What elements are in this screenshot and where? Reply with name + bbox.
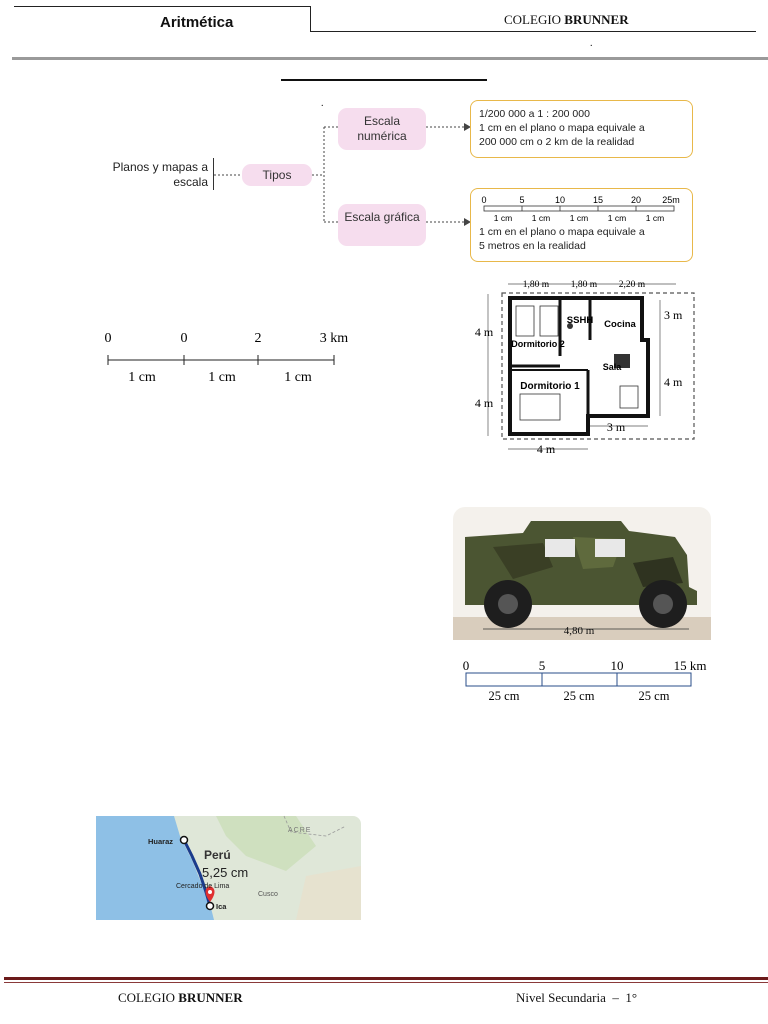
dim-top-0: 1,80 m bbox=[522, 280, 550, 290]
km-seg-2: 1 cm bbox=[284, 370, 312, 385]
header-dot: . bbox=[590, 38, 593, 49]
cm-tick-1: 5 bbox=[538, 658, 546, 673]
km-tick-0: 0 bbox=[104, 331, 112, 346]
room-cocina: Cocina bbox=[604, 319, 636, 330]
grafica-mini-scale bbox=[479, 193, 684, 225]
vehicle-length: 4,80 m bbox=[563, 625, 595, 637]
room-sshh: SSHH bbox=[566, 315, 594, 326]
mini-seg-0: 1 cm bbox=[493, 213, 513, 223]
military-vehicle-icon bbox=[453, 507, 711, 640]
footer-school bbox=[118, 990, 243, 1006]
city-huaraz: Huaraz bbox=[148, 837, 174, 846]
numerica-line-2: 1 cm en el plano o mapa equivale a bbox=[479, 122, 645, 134]
mini-seg-3: 1 cm bbox=[607, 213, 627, 223]
km-tick-1: 0 bbox=[180, 331, 188, 346]
escala-numerica-pill: Escala numérica bbox=[338, 108, 426, 150]
header-school bbox=[504, 12, 629, 28]
mini-tick-1: 5 bbox=[519, 195, 525, 205]
cm-tick-0: 0 bbox=[462, 658, 470, 673]
cm-tick-3: 15 km bbox=[673, 658, 707, 673]
header-rule bbox=[310, 31, 756, 32]
footer-rule-dark bbox=[4, 977, 768, 980]
room-sala: Sala bbox=[602, 362, 622, 372]
dim-top-1: 1,80 m bbox=[570, 280, 598, 290]
footer-school-name: BRUNNER bbox=[178, 990, 243, 1005]
graphic-scale-km bbox=[98, 326, 360, 388]
floor-plan bbox=[468, 276, 704, 460]
mini-tick-3: 15 bbox=[592, 195, 604, 205]
escala-grafica-pill: Escala gráfica bbox=[338, 204, 426, 246]
km-seg-0: 1 cm bbox=[128, 370, 156, 385]
tipos-pill: Tipos bbox=[242, 164, 312, 186]
map-region-acre: ACRE bbox=[288, 827, 312, 834]
grafica-box bbox=[470, 188, 693, 262]
concept-map-root: Planos y mapas a escala bbox=[112, 160, 208, 189]
footer-rule-light bbox=[4, 982, 768, 983]
school-prefix: COLEGIO bbox=[504, 12, 562, 27]
peru-map bbox=[96, 816, 361, 920]
stray-dot: . bbox=[321, 98, 324, 109]
mini-tick-5: 25m bbox=[662, 195, 680, 205]
vehicle-photo bbox=[453, 507, 711, 640]
city-ica: Ica bbox=[216, 902, 227, 911]
mini-scale-bar bbox=[484, 206, 674, 211]
header-separator bbox=[12, 57, 768, 60]
dim-inner: 3 m bbox=[606, 420, 626, 434]
numerica-line-3: 200 000 cm o 2 km de la realidad bbox=[479, 136, 635, 148]
numerica-line-1: 1/200 000 a 1 : 200 000 bbox=[479, 108, 590, 120]
dim-right-1: 4 m bbox=[664, 375, 683, 389]
map-distance: 5,25 cm bbox=[202, 865, 249, 880]
dim-left-1: 4 m bbox=[474, 396, 494, 410]
school-name: BRUNNER bbox=[564, 12, 629, 27]
footer-level: Nivel Secundaria – 1° bbox=[516, 990, 638, 1005]
dim-left-0: 4 m bbox=[474, 325, 494, 339]
km-seg-1: 1 cm bbox=[208, 370, 236, 385]
subject-title: Aritmética bbox=[160, 14, 234, 31]
mini-tick-4: 20 bbox=[630, 195, 642, 205]
cm-seg-1: 25 cm bbox=[563, 689, 595, 703]
footer-school-prefix: COLEGIO bbox=[118, 990, 176, 1005]
graphic-scale-cm bbox=[456, 650, 707, 706]
mini-tick-0: 0 bbox=[481, 195, 487, 205]
map-graphic bbox=[96, 816, 361, 920]
grafica-line-2: 5 metros en la realidad bbox=[479, 240, 586, 252]
dim-top-2: 2,20 m bbox=[618, 280, 646, 290]
city-cusco: Cusco bbox=[258, 891, 278, 898]
km-tick-2: 2 bbox=[254, 331, 262, 346]
map-country: Perú bbox=[204, 848, 231, 862]
room-dormitorio-2: Dormitorio 2 bbox=[511, 339, 565, 349]
title-underline bbox=[281, 79, 487, 81]
mini-tick-2: 10 bbox=[554, 195, 566, 205]
cm-seg-0: 25 cm bbox=[488, 689, 520, 703]
mini-seg-1: 1 cm bbox=[531, 213, 551, 223]
dim-right-0: 3 m bbox=[664, 308, 683, 322]
km-tick-3: 3 km bbox=[319, 331, 349, 346]
room-dormitorio-1: Dormitorio 1 bbox=[520, 381, 580, 392]
cm-tick-2: 10 bbox=[610, 658, 624, 673]
city-lima: Cercado de Lima bbox=[176, 883, 230, 890]
cm-scale-bar bbox=[466, 673, 691, 686]
mini-seg-4: 1 cm bbox=[645, 213, 665, 223]
cm-seg-2: 25 cm bbox=[638, 689, 670, 703]
mini-seg-2: 1 cm bbox=[569, 213, 589, 223]
dim-bottom: 4 m bbox=[536, 442, 556, 456]
numerica-box bbox=[470, 100, 693, 158]
grafica-line-1: 1 cm en el plano o mapa equivale a bbox=[479, 226, 645, 238]
